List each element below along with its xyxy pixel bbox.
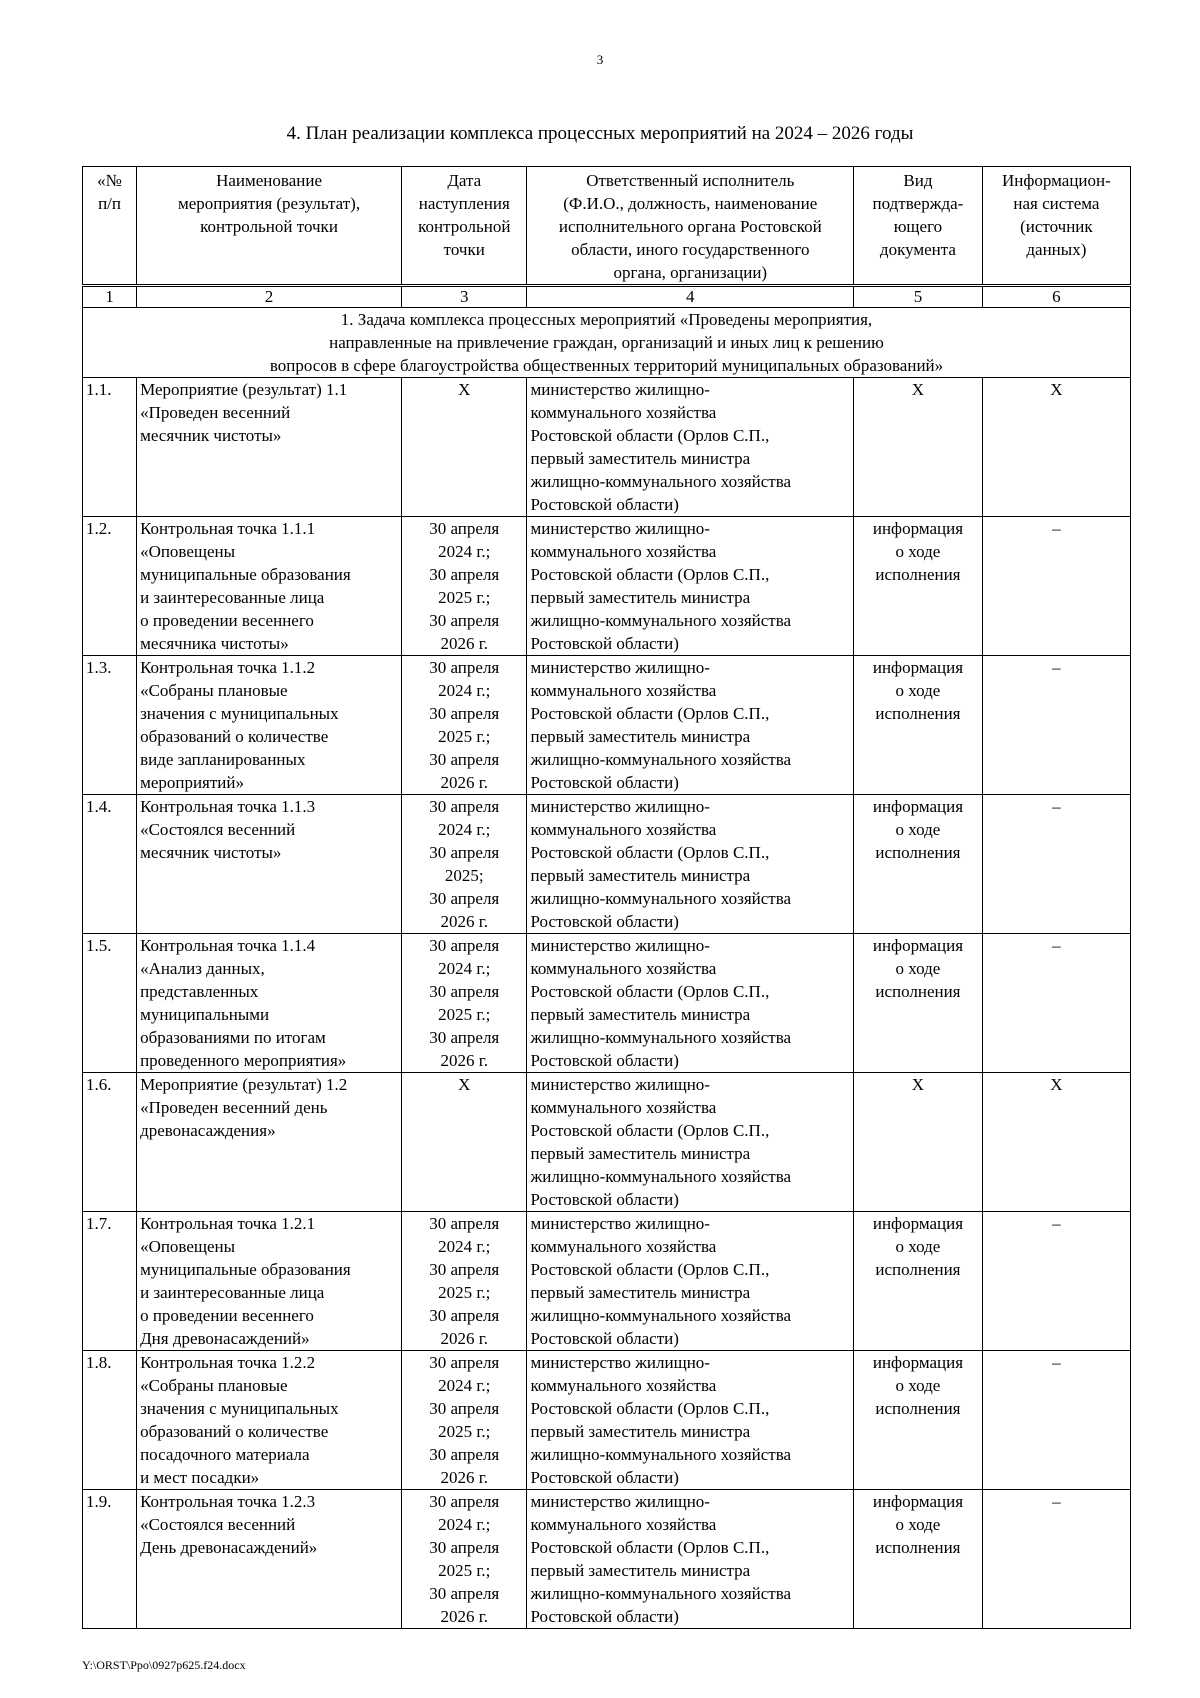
row-document xyxy=(854,795,983,934)
text-line: Ответственный исполнитель xyxy=(586,171,795,190)
row-number: 1.8. xyxy=(83,1351,137,1490)
column-number: 1 xyxy=(83,286,137,308)
text-line: п/п xyxy=(98,194,121,213)
row-name xyxy=(137,1212,402,1351)
text-line: месячник чистоты» xyxy=(140,426,282,445)
row-info-system: – xyxy=(982,1490,1130,1629)
text-line: коммунального хозяйства xyxy=(530,820,717,839)
row-document xyxy=(854,378,983,517)
text-line: 2026 г. xyxy=(440,773,489,792)
row-executor xyxy=(527,1073,854,1212)
row-info-system: – xyxy=(982,934,1130,1073)
page-number: 3 xyxy=(596,52,604,67)
text-line: и заинтересованные лица xyxy=(140,1283,325,1302)
text-line: месячник чистоты» xyxy=(140,843,282,862)
text-line: 2024 г.; xyxy=(438,1376,491,1395)
text-line: исполнения xyxy=(875,843,961,862)
text-line: исполнения xyxy=(875,704,961,723)
text-line: и мест посадки» xyxy=(140,1468,260,1487)
row-document xyxy=(854,1351,983,1490)
header-name xyxy=(137,167,402,286)
text-line: 30 апреля xyxy=(429,704,500,723)
plan-table xyxy=(82,166,1131,1629)
row-name xyxy=(137,378,402,517)
row-number: 1.7. xyxy=(83,1212,137,1351)
row-executor xyxy=(527,934,854,1073)
row-document xyxy=(854,1490,983,1629)
text-line: 30 апреля xyxy=(429,982,500,1001)
text-line: 2026 г. xyxy=(440,1468,489,1487)
table-row xyxy=(83,1351,1131,1490)
table-header-row xyxy=(83,167,1131,286)
text-line: Ростовской области) xyxy=(530,1051,679,1070)
text-line: 2025 г.; xyxy=(438,1005,491,1024)
text-line: информация xyxy=(872,1353,964,1372)
header-info-system xyxy=(982,167,1130,286)
row-executor xyxy=(527,1212,854,1351)
text-line: министерство жилищно- xyxy=(530,380,710,399)
text-line: Ростовской области) xyxy=(530,1607,679,1626)
text-line: о ходе xyxy=(895,681,941,700)
text-line: 30 апреля xyxy=(429,889,500,908)
row-date xyxy=(402,1073,527,1212)
text-line: «Собраны плановые xyxy=(140,1376,288,1395)
row-info-system: – xyxy=(982,656,1130,795)
text-line: точки xyxy=(443,240,485,259)
row-number: 1.2. xyxy=(83,517,137,656)
text-line: «Проведен весенний день xyxy=(140,1098,328,1117)
row-date xyxy=(402,1351,527,1490)
text-line: министерство жилищно- xyxy=(530,1353,710,1372)
text-line: министерство жилищно- xyxy=(530,519,710,538)
text-line: данных) xyxy=(1026,240,1087,259)
text-line: Дня древонасаждений» xyxy=(140,1329,310,1348)
text-line: 30 апреля xyxy=(429,519,500,538)
text-line: исполнения xyxy=(875,565,961,584)
row-number: 1.6. xyxy=(83,1073,137,1212)
text-line: информация xyxy=(872,1492,964,1511)
table-row xyxy=(83,934,1131,1073)
row-number: 1.3. xyxy=(83,656,137,795)
text-line: министерство жилищно- xyxy=(530,1075,710,1094)
text-line: 2026 г. xyxy=(440,1607,489,1626)
text-line: 2025 г.; xyxy=(438,1283,491,1302)
row-executor xyxy=(527,795,854,934)
text-line: Вид xyxy=(903,171,933,190)
text-line: наступления xyxy=(418,194,510,213)
text-line: 30 апреля xyxy=(429,1028,500,1047)
text-line: X xyxy=(458,380,471,399)
text-line: X xyxy=(911,1075,925,1094)
row-name xyxy=(137,1351,402,1490)
text-line: исполнения xyxy=(875,1538,961,1557)
row-executor xyxy=(527,1490,854,1629)
row-document xyxy=(854,517,983,656)
row-document xyxy=(854,934,983,1073)
row-date xyxy=(402,1212,527,1351)
text-line: подтвержда- xyxy=(872,194,964,213)
text-line: (источник xyxy=(1020,217,1093,236)
text-line: жилищно-коммунального хозяйства xyxy=(530,611,792,630)
text-line: Контрольная точка 1.2.3 xyxy=(140,1492,316,1511)
row-name xyxy=(137,517,402,656)
text-line: жилищно-коммунального хозяйства xyxy=(530,1306,792,1325)
text-line: области, иного государственного xyxy=(571,240,810,259)
text-line: Ростовской области (Орлов С.П., xyxy=(530,565,770,584)
text-line: значения с муниципальных xyxy=(140,1399,339,1418)
column-number: 6 xyxy=(982,286,1130,308)
text-line: ющего xyxy=(893,217,943,236)
text-line: 30 апреля xyxy=(429,658,500,677)
column-number: 2 xyxy=(137,286,402,308)
text-line: Контрольная точка 1.1.1 xyxy=(140,519,316,538)
file-path-footer: Y:\ORST\Ppo\0927p625.f24.docx xyxy=(82,1658,246,1672)
text-line: Ростовской области) xyxy=(530,634,679,653)
row-number: 1.9. xyxy=(83,1490,137,1629)
text-line: 30 апреля xyxy=(429,1538,500,1557)
text-line: Ростовской области (Орлов С.П., xyxy=(530,1121,770,1140)
text-line: Ростовской области (Орлов С.П., xyxy=(530,982,770,1001)
row-number: 1.5. xyxy=(83,934,137,1073)
table-row xyxy=(83,517,1131,656)
text-line: Наименование xyxy=(216,171,322,190)
table-row xyxy=(83,656,1131,795)
text-line: Контрольная точка 1.1.3 xyxy=(140,797,316,816)
task-row xyxy=(83,308,1131,378)
text-line: «Собраны плановые xyxy=(140,681,288,700)
text-line: коммунального хозяйства xyxy=(530,542,717,561)
text-line: Ростовской области) xyxy=(530,773,679,792)
text-line: 30 апреля xyxy=(429,750,500,769)
text-line: о ходе xyxy=(895,820,941,839)
text-line: исполнения xyxy=(875,1260,961,1279)
table-row xyxy=(83,1073,1131,1212)
text-line: информация xyxy=(872,519,964,538)
text-line: муниципальными xyxy=(140,1005,270,1024)
row-info-system: X xyxy=(982,1073,1130,1212)
column-number: 5 xyxy=(854,286,983,308)
text-line: «Состоялся весенний xyxy=(140,820,296,839)
table-row xyxy=(83,1490,1131,1629)
row-executor xyxy=(527,378,854,517)
row-info-system: – xyxy=(982,1351,1130,1490)
text-line: 2026 г. xyxy=(440,1051,489,1070)
text-line: 2026 г. xyxy=(440,634,489,653)
text-line: 2024 г.; xyxy=(438,542,491,561)
text-line: 2024 г.; xyxy=(438,959,491,978)
text-line: министерство жилищно- xyxy=(530,658,710,677)
text-line: жилищно-коммунального хозяйства xyxy=(530,750,792,769)
row-number: 1.4. xyxy=(83,795,137,934)
row-name xyxy=(137,934,402,1073)
text-line: коммунального хозяйства xyxy=(530,681,717,700)
text-line: 30 апреля xyxy=(429,1214,500,1233)
row-name xyxy=(137,1073,402,1212)
text-line: о ходе xyxy=(895,542,941,561)
text-line: о проведении весеннего xyxy=(140,1306,314,1325)
text-line: месячника чистоты» xyxy=(140,634,289,653)
text-line: первый заместитель министра xyxy=(530,866,751,885)
row-executor xyxy=(527,517,854,656)
table-row xyxy=(83,378,1131,517)
text-line: 2024 г.; xyxy=(438,1515,491,1534)
text-line: 30 апреля xyxy=(429,936,500,955)
text-line: первый заместитель министра xyxy=(530,449,751,468)
text-line: Информацион- xyxy=(1002,171,1111,190)
text-line: 2026 г. xyxy=(440,912,489,931)
text-line: посадочного материала xyxy=(140,1445,310,1464)
text-line: 1. Задача комплекса процессных мероприятий «Проведены мероприятия, xyxy=(340,310,873,329)
text-line: исполнительного органа Ростовской xyxy=(558,217,822,236)
row-info-system: – xyxy=(982,1212,1130,1351)
row-name xyxy=(137,656,402,795)
table-row xyxy=(83,1212,1131,1351)
text-line: «№ xyxy=(97,171,122,190)
row-number: 1.1. xyxy=(83,378,137,517)
text-line: Дата xyxy=(447,171,482,190)
row-document xyxy=(854,1212,983,1351)
text-line: информация xyxy=(872,658,964,677)
header-executor xyxy=(527,167,854,286)
text-line: органа, организации) xyxy=(613,263,768,282)
row-info-system: X xyxy=(982,378,1130,517)
text-line: образований о количестве xyxy=(140,1422,329,1441)
text-line: образованиями по итогам xyxy=(140,1028,326,1047)
row-executor xyxy=(527,1351,854,1490)
text-line: 2025 г.; xyxy=(438,1561,491,1580)
text-line: о ходе xyxy=(895,1376,941,1395)
text-line: жилищно-коммунального хозяйства xyxy=(530,1028,792,1047)
text-line: «Оповещены xyxy=(140,1237,236,1256)
text-line: Контрольная точка 1.1.2 xyxy=(140,658,316,677)
document-title: 4. План реализации комплекса процессных мероприятий на 2024 – 2026 годы xyxy=(286,123,914,144)
row-name xyxy=(137,795,402,934)
text-line: 30 апреля xyxy=(429,1399,500,1418)
text-line: коммунального хозяйства xyxy=(530,1376,717,1395)
row-info-system: – xyxy=(982,517,1130,656)
table-row xyxy=(83,795,1131,934)
text-line: первый заместитель министра xyxy=(530,1283,751,1302)
text-line: коммунального хозяйства xyxy=(530,1098,717,1117)
text-line: министерство жилищно- xyxy=(530,1214,710,1233)
row-date xyxy=(402,934,527,1073)
text-line: вопросов в сфере благоустройства общественных территорий муниципальных образований» xyxy=(269,356,944,375)
text-line: жилищно-коммунального хозяйства xyxy=(530,1584,792,1603)
text-line: 30 апреля xyxy=(429,565,500,584)
text-line: 30 апреля xyxy=(429,1260,500,1279)
text-line: ная система xyxy=(1013,194,1100,213)
text-line: Ростовской области) xyxy=(530,1468,679,1487)
text-line: 30 апреля xyxy=(429,843,500,862)
text-line: первый заместитель министра xyxy=(530,727,751,746)
text-line: информация xyxy=(872,936,964,955)
row-name xyxy=(137,1490,402,1629)
row-date xyxy=(402,517,527,656)
text-line: значения с муниципальных xyxy=(140,704,339,723)
text-line: 30 апреля xyxy=(429,797,500,816)
text-line: жилищно-коммунального хозяйства xyxy=(530,472,792,491)
text-line: жилищно-коммунального хозяйства xyxy=(530,889,792,908)
text-line: о проведении весеннего xyxy=(140,611,314,630)
text-line: «Анализ данных, xyxy=(140,959,265,978)
header-date xyxy=(402,167,527,286)
text-line: жилищно-коммунального хозяйства xyxy=(530,1445,792,1464)
text-line: министерство жилищно- xyxy=(530,1492,710,1511)
text-line: древонасаждения» xyxy=(140,1121,276,1140)
row-info-system: – xyxy=(982,795,1130,934)
text-line: Контрольная точка 1.2.1 xyxy=(140,1214,316,1233)
text-line: 2024 г.; xyxy=(438,681,491,700)
text-line: 30 апреля xyxy=(429,1353,500,1372)
text-line: о ходе xyxy=(895,1515,941,1534)
text-line: 30 апреля xyxy=(429,1584,500,1603)
text-line: мероприятия (результат), xyxy=(177,194,361,213)
text-line: коммунального хозяйства xyxy=(530,1237,717,1256)
text-line: о ходе xyxy=(895,1237,941,1256)
text-line: 30 апреля xyxy=(429,1306,500,1325)
text-line: Ростовской области) xyxy=(530,912,679,931)
text-line: Ростовской области (Орлов С.П., xyxy=(530,1538,770,1557)
row-document xyxy=(854,1073,983,1212)
text-line: коммунального хозяйства xyxy=(530,403,717,422)
text-line: исполнения xyxy=(875,1399,961,1418)
text-line: и заинтересованные лица xyxy=(140,588,325,607)
column-number: 3 xyxy=(402,286,527,308)
text-line: X xyxy=(911,380,925,399)
text-line: 2024 г.; xyxy=(438,1237,491,1256)
text-line: 30 апреля xyxy=(429,1492,500,1511)
row-date xyxy=(402,1490,527,1629)
text-line: (Ф.И.О., должность, наименование xyxy=(563,194,818,213)
text-line: Мероприятие (результат) 1.2 xyxy=(140,1075,348,1094)
text-line: Ростовской области) xyxy=(530,495,679,514)
text-line: коммунального хозяйства xyxy=(530,1515,717,1534)
text-line: виде запланированных xyxy=(140,750,306,769)
text-line: контрольной точки xyxy=(200,217,338,236)
text-line: «Состоялся весенний xyxy=(140,1515,296,1534)
text-line: направленные на привлечение граждан, организаций и иных лиц к решению xyxy=(329,333,884,352)
text-line: «Проведен весенний xyxy=(140,403,291,422)
row-document xyxy=(854,656,983,795)
text-line: X xyxy=(458,1075,471,1094)
text-line: 2025 г.; xyxy=(438,588,491,607)
text-line: День древонасаждений» xyxy=(140,1538,318,1557)
header-number xyxy=(83,167,137,286)
text-line: коммунального хозяйства xyxy=(530,959,717,978)
text-line: первый заместитель министра xyxy=(530,1144,751,1163)
row-date xyxy=(402,656,527,795)
text-line: информация xyxy=(872,797,964,816)
text-line: Ростовской области (Орлов С.П., xyxy=(530,704,770,723)
text-line: Ростовской области) xyxy=(530,1190,679,1209)
text-line: 2024 г.; xyxy=(438,820,491,839)
text-line: Ростовской области (Орлов С.П., xyxy=(530,426,770,445)
text-line: первый заместитель министра xyxy=(530,1005,751,1024)
text-line: 30 апреля xyxy=(429,611,500,630)
text-line: 2025 г.; xyxy=(438,727,491,746)
task-heading xyxy=(83,308,1131,378)
row-executor xyxy=(527,656,854,795)
text-line: Контрольная точка 1.2.2 xyxy=(140,1353,316,1372)
column-number-row xyxy=(83,286,1131,308)
text-line: проведенного мероприятия» xyxy=(140,1051,347,1070)
row-date xyxy=(402,795,527,934)
text-line: о ходе xyxy=(895,959,941,978)
text-line: 2025; xyxy=(444,866,484,885)
text-line: Мероприятие (результат) 1.1 xyxy=(140,380,348,399)
text-line: жилищно-коммунального хозяйства xyxy=(530,1167,792,1186)
row-date xyxy=(402,378,527,517)
text-line: 2025 г.; xyxy=(438,1422,491,1441)
text-line: 2026 г. xyxy=(440,1329,489,1348)
text-line: первый заместитель министра xyxy=(530,1561,751,1580)
text-line: мероприятий» xyxy=(140,773,245,792)
text-line: документа xyxy=(879,240,956,259)
text-line: министерство жилищно- xyxy=(530,936,710,955)
text-line: «Оповещены xyxy=(140,542,236,561)
text-line: исполнения xyxy=(875,982,961,1001)
text-line: представленных xyxy=(140,982,259,1001)
text-line: муниципальные образования xyxy=(140,565,351,584)
text-line: образований о количестве xyxy=(140,727,329,746)
text-line: Контрольная точка 1.1.4 xyxy=(140,936,316,955)
header-document xyxy=(854,167,983,286)
text-line: первый заместитель министра xyxy=(530,588,751,607)
text-line: первый заместитель министра xyxy=(530,1422,751,1441)
text-line: информация xyxy=(872,1214,964,1233)
text-line: Ростовской области (Орлов С.П., xyxy=(530,843,770,862)
text-line: Ростовской области) xyxy=(530,1329,679,1348)
text-line: муниципальные образования xyxy=(140,1260,351,1279)
text-line: Ростовской области (Орлов С.П., xyxy=(530,1260,770,1279)
text-line: 30 апреля xyxy=(429,1445,500,1464)
text-line: контрольной xyxy=(418,217,511,236)
text-line: министерство жилищно- xyxy=(530,797,710,816)
column-number: 4 xyxy=(527,286,854,308)
text-line: Ростовской области (Орлов С.П., xyxy=(530,1399,770,1418)
